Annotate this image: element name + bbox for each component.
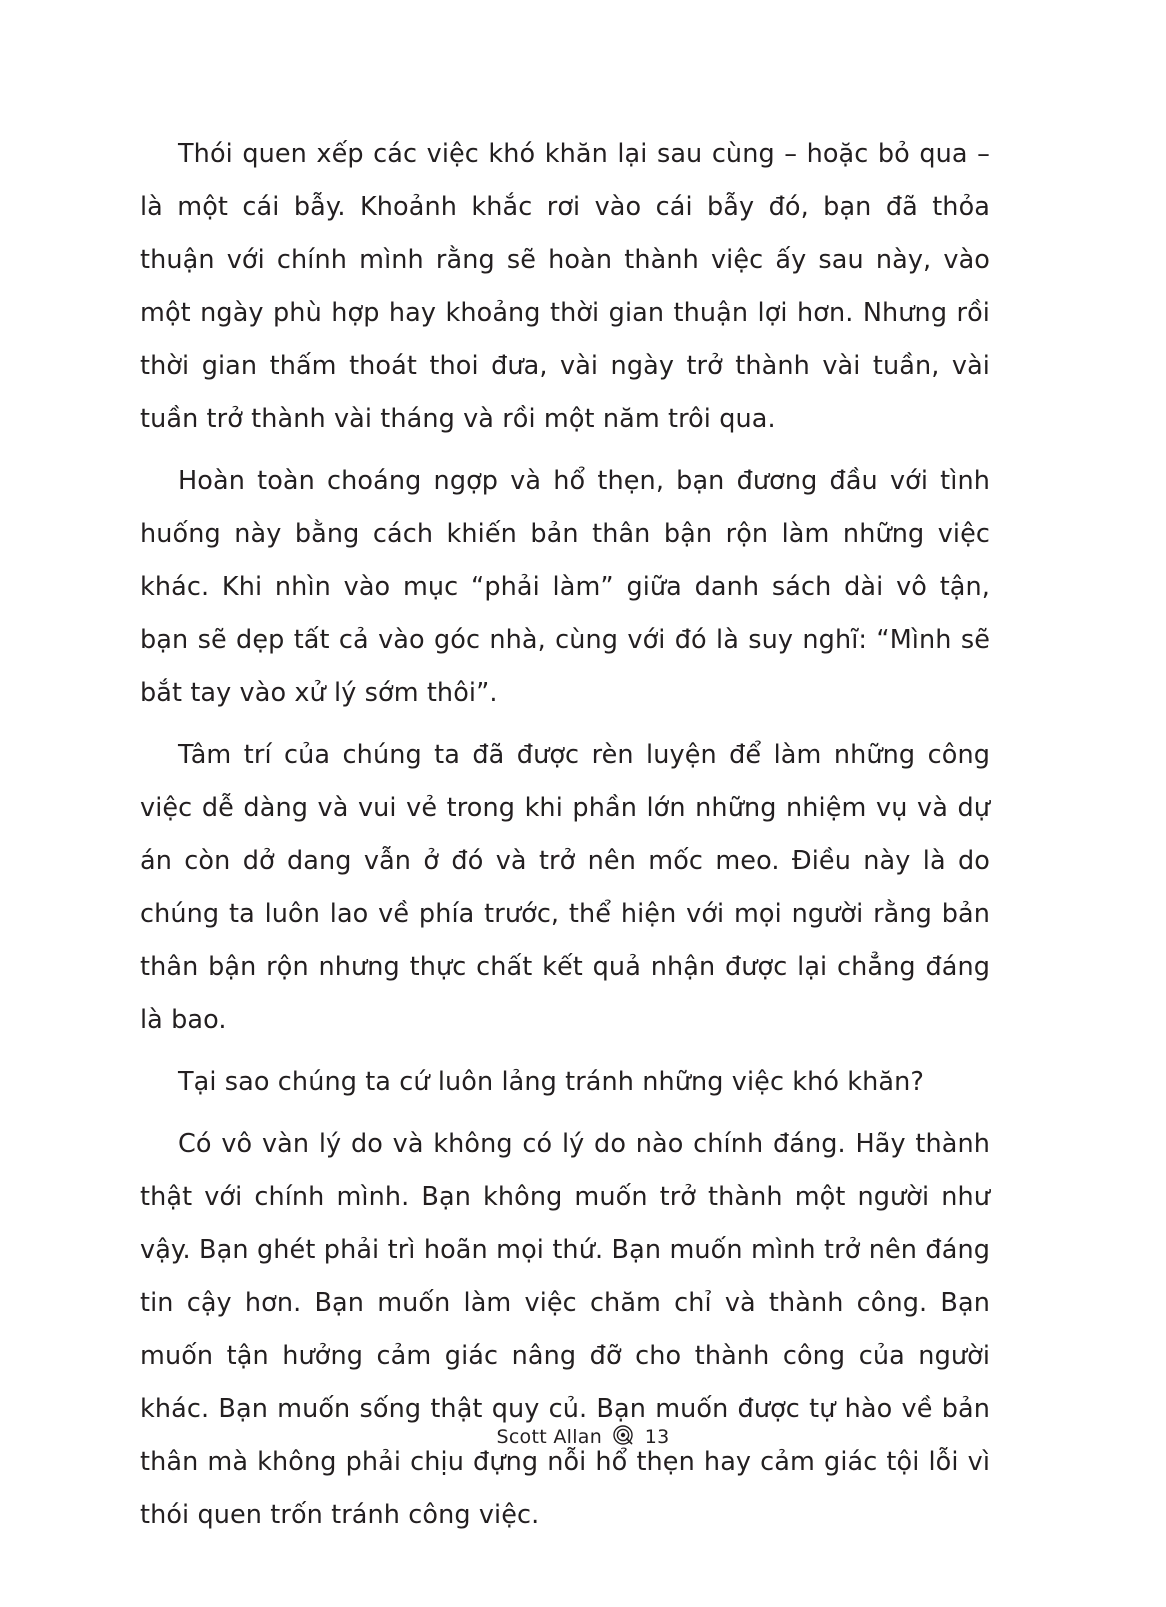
paragraph-4: Tại sao chúng ta cứ luôn lảng tránh những việc khó khăn? — [178, 1067, 925, 1097]
footer-author: Scott Allan — [496, 1425, 603, 1448]
target-spiral-icon — [613, 1425, 633, 1450]
paragraph-3: Tâm trí của chúng ta đã được rèn luyện để làm những công việc dễ dàng và vui vẻ trong khi phần lớn những nhiệm vụ và dự án còn dở dang vẫn ở đó và trở nên mốc meo. Điều này là do chúng ta luôn lao về phía trước, thể hiện với mọi người rằng bản thân bận rộn nhưng thực chất kết quả nhận được lại chẳng đáng là bao. — [140, 740, 990, 1035]
paragraph-2: Hoàn toàn choáng ngợp và hổ thẹn, bạn đương đầu với tình huống này bằng cách khiến bản thân bận rộn làm những việc khác. Khi nhìn vào mục “phải làm” giữa danh sách dài vô tận, bạn sẽ dẹp tất cả vào góc nhà, cùng với đó là suy nghĩ: “Mình sẽ bắt tay vào xử lý sớm thôi”. — [140, 466, 990, 708]
paragraph-5: Có vô vàn lý do và không có lý do nào chính đáng. Hãy thành thật với chính mình. Bạn không muốn trở thành một người như vậy. Bạn ghét phải trì hoãn mọi thứ. Bạn muốn mình trở nên đáng tin cậy hơn. Bạn muốn làm việc chăm chỉ và thành công. Bạn muốn tận hưởng cảm giác nâng đỡ cho thành công của người khác. Bạn muốn sống thật quy củ. Bạn muốn được tự hào về bản thân mà không phải chịu đựng nỗi hổ thẹn hay cảm giác tội lỗi vì thói quen trốn tránh công việc. — [140, 1129, 990, 1530]
page-footer — [0, 1424, 1166, 1449]
paragraph-1: Thói quen xếp các việc khó khăn lại sau cùng – hoặc bỏ qua – là một cái bẫy. Khoảnh khắc rơi vào cái bẫy đó, bạn đã thỏa thuận với chính mình rằng sẽ hoàn thành việc ấy sau này, vào một ngày phù hợp hay khoảng thời gian thuận lợi hơn. Nhưng rồi thời gian thấm thoát thoi đưa, vài ngày trở thành vài tuần, vài tuần trở thành vài tháng và rồi một năm trôi qua. — [140, 139, 990, 434]
page-body-text — [140, 128, 990, 1551]
footer-page-number: 13 — [644, 1425, 670, 1448]
